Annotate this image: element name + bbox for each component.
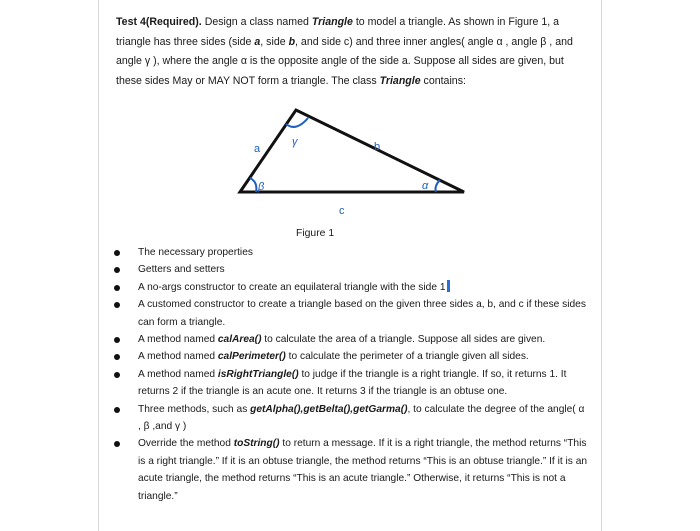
intro-paragraph bbox=[116, 13, 586, 91]
bullet-icon bbox=[114, 372, 120, 378]
list-item-text: to judge if the triangle is a right triangle. If so, it returns 1. It returns 2 if the triangle is an acute one. It returns 3 if the triangle is an obtuse one. bbox=[138, 368, 567, 398]
bullet-icon bbox=[114, 267, 120, 273]
list-item-text: A no-args constructor to create an equilateral triangle with the side 1 bbox=[138, 281, 446, 293]
list-item bbox=[112, 296, 588, 331]
label-c: c bbox=[339, 205, 345, 217]
intro-text-5: contains: bbox=[420, 74, 466, 87]
list-item bbox=[112, 279, 588, 296]
list-item bbox=[112, 366, 588, 401]
method-name: toString() bbox=[233, 438, 280, 450]
side-b-ref: b bbox=[288, 35, 296, 48]
side-a-ref: a bbox=[254, 35, 261, 48]
class-name-2: Triangle bbox=[379, 74, 421, 87]
list-item-text: A method named bbox=[138, 368, 218, 380]
method-name: calArea() bbox=[217, 334, 262, 346]
test-heading: Test 4(Required). bbox=[116, 16, 202, 28]
bullet-icon bbox=[114, 302, 120, 308]
intro-text-2: to model a triangle. As shown in Figure 1, a triangle has three sides (side bbox=[116, 16, 559, 48]
bullet-icon bbox=[114, 337, 120, 343]
figure-caption: Figure 1 bbox=[296, 228, 335, 239]
bullet-icon bbox=[114, 441, 120, 447]
page-margin-left bbox=[98, 0, 99, 531]
list-item bbox=[112, 331, 588, 348]
triangle-shape bbox=[240, 110, 464, 192]
class-name: Triangle bbox=[311, 16, 353, 28]
method-name: calPerimeter() bbox=[217, 351, 286, 363]
list-item-text: A method named bbox=[138, 334, 218, 346]
intro-text-4: , and side c) and three inner angles( angle α , angle β , and angle γ ), where the angle α is the opposite angle of the side a. Suppose all sides are given, but these sides May or MAY NOT form a triangle. The class bbox=[116, 35, 573, 87]
angle-alpha-arc bbox=[436, 180, 441, 192]
list-item-text: Three methods, such as bbox=[138, 403, 251, 415]
intro-text-1: Design a class named bbox=[201, 16, 312, 28]
list-item bbox=[112, 401, 588, 436]
list-item-text: to calculate the perimeter of a triangle given all sides. bbox=[285, 351, 529, 363]
list-item-text: to calculate the area of a triangle. Suppose all sides are given. bbox=[261, 334, 546, 346]
list-item bbox=[112, 348, 588, 365]
triangle-figure bbox=[228, 104, 474, 224]
text-cursor bbox=[447, 280, 450, 292]
label-gamma: γ bbox=[292, 136, 298, 148]
list-item-text: Override the method bbox=[138, 438, 234, 450]
intro-text-3: , side bbox=[260, 35, 289, 48]
list-item-text: , to calculate the degree of the angle( α , β ,and γ ) bbox=[138, 403, 585, 433]
list-item-text: to return a message. If it is a right triangle, the method returns “This is a right triangle.” If it is an obtuse triangle, the method returns “This is an obtuse triangle.” If it is an acute triangle, the method returns “This is an acute triangle.” Otherwise, it returns “This is not a triangle.” bbox=[138, 438, 588, 502]
bullet-icon bbox=[114, 285, 120, 291]
angle-beta-arc bbox=[250, 178, 256, 192]
list-item-text: The necessary properties bbox=[138, 247, 253, 258]
list-item bbox=[112, 435, 588, 505]
bullet-icon bbox=[114, 407, 120, 413]
triangle-diagram bbox=[228, 104, 474, 224]
page-margin-right bbox=[601, 0, 602, 531]
label-alpha: α bbox=[422, 180, 429, 192]
list-item-text: Getters and setters bbox=[138, 264, 225, 276]
bullet-icon bbox=[114, 354, 120, 360]
list-item-text: A customed constructor to create a triangle based on the given three sides a, b, and c if these sides can form a triangle. bbox=[138, 299, 586, 328]
label-a: a bbox=[254, 143, 261, 155]
label-b: b bbox=[374, 141, 381, 153]
label-beta: β bbox=[258, 181, 265, 193]
list-item bbox=[112, 261, 588, 278]
list-item-text: A method named bbox=[138, 351, 218, 363]
bullet-icon bbox=[114, 250, 120, 256]
method-name: getAlpha(),getBelta(),getGarma() bbox=[250, 403, 408, 415]
list-item bbox=[112, 244, 588, 261]
method-name: isRightTriangle() bbox=[217, 368, 299, 380]
requirements-list bbox=[112, 244, 588, 505]
